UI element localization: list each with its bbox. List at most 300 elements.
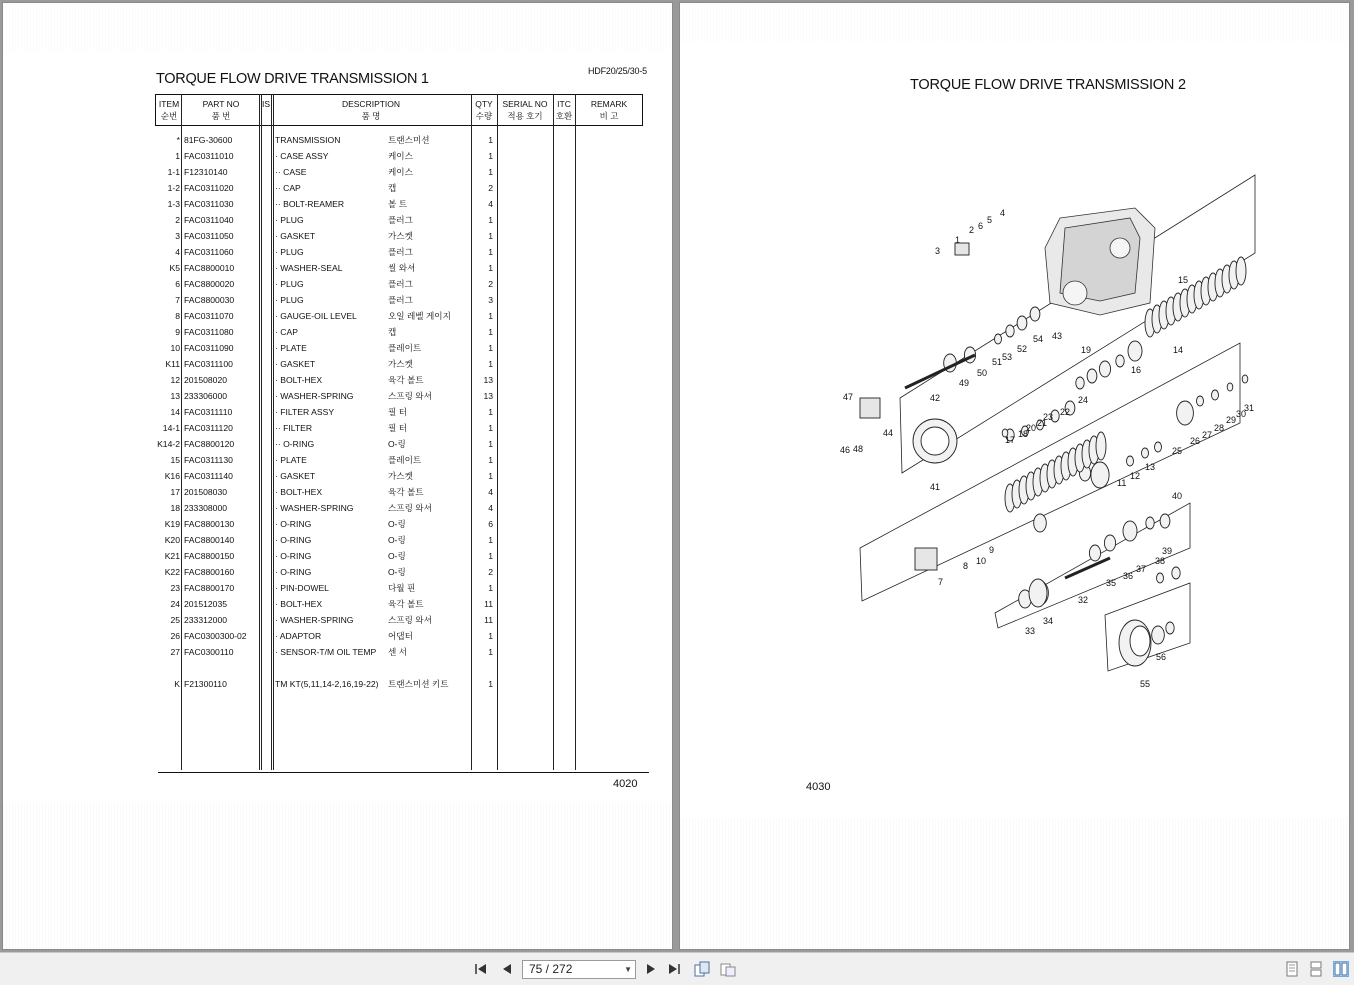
korean-name-cell: O-링 [388,439,406,449]
part-ring [1116,355,1124,367]
part-ring [1091,462,1109,488]
table-row [155,180,644,196]
part-no-cell: FAC8800020 [184,279,235,289]
description-cell: · BOLT-HEX [275,599,323,609]
part-ring [1087,369,1097,383]
table-row [155,580,644,596]
item-cell: K16 [164,471,180,481]
description-cell: · WASHER-SEAL [275,263,343,273]
item-cell: 17 [170,487,180,497]
description-cell: · ADAPTOR [275,631,322,641]
description-cell: TRANSMISSION [275,135,341,145]
qty-cell: 3 [488,295,493,305]
part-no-cell: FAC0311120 [184,423,233,433]
item-cell: 14 [170,407,180,417]
qty-cell: 1 [488,343,493,353]
table-row [155,356,644,372]
callout-47: 47 [843,392,854,402]
qty-cell: 13 [483,375,493,385]
item-cell: 10 [170,343,180,353]
korean-name-cell: 육각 볼트 [388,487,424,497]
callout-11: 11 [1117,478,1127,488]
korean-name-cell: 플러그 [388,279,413,289]
viewer-toolbar [0,952,1354,985]
part-no-cell: FAC8800030 [184,295,235,305]
description-cell: · O-RING [275,535,312,545]
description-cell: · GASKET [275,231,316,241]
item-cell: 8 [175,311,180,321]
callout-1: 1 [955,235,961,245]
callout-55: 55 [1140,679,1151,689]
adaptor-housing [915,548,937,570]
part-ring [1152,626,1165,644]
description-cell: ·· CASE [275,167,307,177]
callout-52: 52 [1017,344,1028,354]
callout-16: 16 [1131,365,1142,375]
part-no-cell: FAC0311020 [184,183,234,193]
korean-name-cell: 육각 볼트 [388,375,424,385]
description-cell: · BOLT-HEX [275,375,323,385]
callout-22: 22 [1060,407,1071,417]
callout-41: 41 [930,482,941,492]
part-no-cell: FAC0311080 [184,327,234,337]
korean-name-cell: 캡 [388,183,397,193]
qty-cell: 1 [488,631,493,641]
table-row [155,436,644,452]
korean-name-cell: 플레이트 [388,455,422,465]
page-number-input[interactable] [522,960,636,979]
qty-cell: 1 [488,439,493,449]
korean-name-cell: 씰 와셔 [388,263,416,273]
table-row [155,276,644,292]
page-number: 4020 [613,778,638,790]
table-row [155,564,644,580]
part-ring [1242,375,1248,383]
continuous-page-icon[interactable] [1308,961,1324,977]
parts-table [155,94,644,770]
part-ring [1034,514,1047,532]
item-cell: K11 [165,359,180,369]
item-cell: 25 [170,615,180,625]
qty-cell: 11 [484,615,493,625]
qty-cell: 13 [483,391,493,401]
item-cell: 9 [175,327,180,337]
callout-53: 53 [1002,352,1013,362]
part-ring [1177,401,1194,425]
table-row [155,484,644,500]
callout-25: 25 [1172,446,1183,456]
item-cell: * [176,135,180,145]
callout-35: 35 [1106,578,1117,588]
table-row [155,244,644,260]
description-cell: · WASHER-SPRING [275,391,354,401]
callout-27: 27 [1202,430,1213,440]
part-ring [1089,545,1100,561]
callout-31: 31 [1244,403,1255,413]
page-title: TORQUE FLOW DRIVE TRANSMISSION 2 [910,77,1186,93]
callout-49: 49 [959,378,970,388]
first-page-icon[interactable] [471,959,491,979]
callout-30: 30 [1236,409,1247,419]
page-indicator-text: 75 / 272 [529,962,573,976]
scan-noise-top [3,3,672,53]
part-ring [1076,377,1084,389]
callout-23: 23 [1043,412,1054,422]
qty-cell: 1 [488,535,493,545]
table-row [155,596,644,612]
table-row [155,132,644,148]
item-cell: K5 [169,263,180,273]
callout-10: 10 [976,556,987,566]
scan-noise-bottom [3,803,672,949]
korean-name-cell: 가스켓 [388,359,413,369]
item-cell: 2 [175,215,180,225]
table-row [155,260,644,276]
item-cell: 1-3 [167,199,180,209]
table-row [155,452,644,468]
callout-14: 14 [1173,345,1184,355]
part-no-cell: FAC0311090 [184,343,234,353]
description-cell: · O-RING [275,567,312,577]
part-no-cell: 233312000 [184,615,228,625]
callout-20: 20 [1026,423,1037,433]
part-no-cell: FAC0311010 [184,151,234,161]
qty-cell: 1 [488,359,493,369]
table-row [155,628,644,644]
callout-56: 56 [1156,652,1167,662]
table-row [155,196,644,212]
callout-21: 21 [1037,418,1048,428]
part-no-cell: FAC0311100 [184,359,233,369]
callout-36: 36 [1123,571,1134,581]
qty-cell: 1 [488,263,493,273]
qty-cell: 4 [488,199,493,209]
item-cell: K19 [164,519,180,529]
part-ring [995,334,1002,344]
korean-name-cell: 육각 볼트 [388,599,424,609]
part-ring [1099,361,1110,377]
korean-name-cell: 트랜스미션 [388,135,430,145]
korean-name-cell: 플레이트 [388,343,422,353]
spur-gear [1029,579,1047,607]
callout-34: 34 [1043,616,1054,626]
qty-cell: 1 [488,679,493,689]
ring-gear-hub [921,427,949,455]
description-cell: · BOLT-HEX [275,487,323,497]
korean-name-cell: 필 터 [388,407,407,417]
callout-38: 38 [1155,556,1166,566]
callout-40: 40 [1172,491,1183,501]
item-cell: 26 [170,631,180,641]
korean-name-cell: 필 터 [388,423,407,433]
callout-26: 26 [1190,436,1201,446]
callout-15: 15 [1178,275,1189,285]
header-remark: REMARK 비 고 [590,99,628,121]
callout-39: 39 [1162,546,1173,556]
qty-cell: 2 [488,279,493,289]
transmission-case-drawing [1045,208,1155,315]
item-cell: K14-2 [157,439,180,449]
callout-48: 48 [853,444,864,454]
qty-cell: 2 [488,567,493,577]
callout-9: 9 [989,545,995,555]
part-ring [1160,514,1170,528]
callout-29: 29 [1226,415,1237,425]
description-cell: · FILTER ASSY [275,407,335,417]
model-code: HDF20/25/30-5 [588,66,647,76]
header-serial-no: SERIAL NO 적용 호기 [502,99,548,121]
korean-name-cell: O-링 [388,551,406,561]
item-cell: 13 [170,391,180,401]
korean-name-cell: 다월 핀 [388,583,416,593]
table-row [155,516,644,532]
part-ring [1212,390,1219,400]
part-no-cell: 201508020 [184,375,228,385]
part-ring [1006,325,1014,337]
clutch-disc [1236,257,1246,285]
table-row [155,148,644,164]
qty-cell: 6 [488,519,493,529]
rotate-view-icon[interactable] [692,959,712,979]
part-ring [1123,521,1137,541]
part-no-cell: FAC0311060 [184,247,234,257]
facing-pages-icon[interactable] [1333,961,1349,977]
table-row [155,164,644,180]
callout-7: 7 [938,577,944,587]
description-cell: · GAUGE-OIL LEVEL [275,311,357,321]
part-no-cell: 201508030 [184,487,228,497]
description-cell: · O-RING [275,551,312,561]
part-ring [1127,456,1134,466]
part-ring [1128,341,1142,361]
item-cell: 23 [170,583,180,593]
part-no-cell: FAC0311050 [184,231,234,241]
page-title: TORQUE FLOW DRIVE TRANSMISSION 1 [156,71,429,87]
item-cell: K [174,679,180,689]
part-no-cell: F21300110 [184,679,227,689]
next-page-icon[interactable] [641,959,661,979]
table-row [155,404,644,420]
part-no-cell: 233306000 [184,391,228,401]
callout-6: 6 [978,221,984,231]
table-row [155,500,644,516]
table-row [155,676,644,692]
part-no-cell: FAC8800170 [184,583,235,593]
callout-44: 44 [883,428,894,438]
table-row [155,420,644,436]
item-cell: 27 [170,647,180,657]
description-cell: · GASKET [275,359,316,369]
korean-name-cell: 스프링 와셔 [388,391,432,401]
item-cell: K20 [164,535,180,545]
qty-cell: 1 [488,231,493,241]
callout-43: 43 [1052,331,1063,341]
description-cell: · PIN-DOWEL [275,583,329,593]
part-no-cell: FAC8800130 [184,519,235,529]
callout-50: 50 [977,368,988,378]
table-row [155,212,644,228]
table-row [155,532,644,548]
document-page-right [680,3,1349,949]
qty-cell: 1 [488,247,493,257]
korean-name-cell: 볼 트 [388,199,407,209]
exploded-parts-diagram [680,3,1349,703]
callout-24: 24 [1078,395,1089,405]
qty-cell: 1 [488,455,493,465]
part-no-cell: FAC0300300-02 [184,631,247,641]
item-cell: 1-1 [167,167,180,177]
qty-cell: 1 [488,327,493,337]
part-no-cell: FAC0311070 [184,311,234,321]
description-cell: ·· O-RING [275,439,315,449]
korean-name-cell: O-링 [388,567,406,577]
part-ring [1155,442,1162,452]
scan-noise-bottom [680,818,1349,949]
part-ring [1146,517,1154,529]
callout-4: 4 [1000,208,1006,218]
callout-5: 5 [987,215,993,225]
description-cell: · O-RING [275,519,312,529]
qty-cell: 1 [488,151,493,161]
item-cell: 7 [175,295,180,305]
description-cell: · PLUG [275,279,304,289]
korean-name-cell: 어댑터 [388,631,413,641]
qty-cell: 1 [488,647,493,657]
part-ring [1017,316,1027,330]
description-cell: · PLATE [275,343,307,353]
callout-labels [840,208,1254,689]
part-no-cell: FAC8800120 [184,439,235,449]
qty-cell: 4 [488,487,493,497]
korean-name-cell: 케이스 [388,151,413,161]
part-ring [1030,307,1040,321]
korean-name-cell: 스프링 와셔 [388,503,432,513]
item-cell: 18 [170,503,180,513]
item-cell: 4 [175,247,180,257]
qty-cell: 1 [488,135,493,145]
korean-name-cell: O-링 [388,535,406,545]
table-row [155,228,644,244]
item-cell: 15 [170,455,180,465]
part-no-cell: F12310140 [184,167,228,177]
last-page-icon[interactable] [664,959,684,979]
part-no-cell: 81FG-30600 [184,135,233,145]
qty-cell: 1 [488,583,493,593]
qty-cell: 1 [488,311,493,321]
description-cell: · PLUG [275,247,304,257]
part-ring [1142,448,1149,458]
description-cell: · PLATE [275,455,307,465]
callout-37: 37 [1136,564,1147,574]
part-ring [1227,383,1233,391]
korean-name-cell: 케이스 [388,167,413,177]
part-ring [1104,535,1115,551]
korean-name-cell: 플러그 [388,215,413,225]
description-cell: · CASE ASSY [275,151,329,161]
table-row [155,308,644,324]
table-row [155,468,644,484]
callout-3: 3 [935,246,941,256]
callout-28: 28 [1214,423,1225,433]
document-page-left [3,3,672,949]
part-no-cell: FAC8800140 [184,535,235,545]
page-number: 4030 [806,781,831,793]
chevron-down-icon[interactable]: ▼ [624,965,632,974]
header-item: ITEM 순번 [158,99,180,121]
fit-page-icon[interactable] [718,959,738,979]
description-cell: · GASKET [275,471,316,481]
qty-cell: 1 [488,471,493,481]
callout-32: 32 [1078,595,1089,605]
header-itc: ITC 호환 [555,99,573,121]
callout-46: 46 [840,445,851,455]
item-cell: 1-2 [167,183,180,193]
korean-name-cell: 캡 [388,327,397,337]
header-qty: QTY 수량 [475,99,493,121]
single-page-icon[interactable] [1284,961,1300,977]
korean-name-cell: 플러그 [388,295,413,305]
description-cell: ·· BOLT-REAMER [275,199,345,209]
description-cell: · PLUG [275,215,304,225]
korean-name-cell: O-링 [388,519,406,529]
header-is: IS [261,99,271,109]
item-cell: 6 [175,279,180,289]
table-row [155,292,644,308]
part-no-cell: FAC0300110 [184,647,234,657]
callout-12: 12 [1130,471,1141,481]
item-cell: 1 [175,151,180,161]
korean-name-cell: 오일 레벨 게이지 [388,311,451,321]
callout-17: 17 [1005,435,1016,445]
part-no-cell: FAC8800160 [184,567,235,577]
item-cell: 14-1 [162,423,180,433]
callout-13: 13 [1145,462,1156,472]
callout-42: 42 [930,393,941,403]
prev-page-icon[interactable] [497,959,517,979]
qty-cell: 11 [484,599,493,609]
part-ring [1157,573,1164,583]
description-cell: · SENSOR-T/M OIL TEMP [275,647,377,657]
part-ring [1197,396,1204,406]
table-row [155,324,644,340]
part-no-cell: 201512035 [184,599,228,609]
part-no-cell: FAC0311140 [184,471,233,481]
part-no-cell: FAC0311040 [184,215,234,225]
qty-cell: 1 [488,551,493,561]
callout-33: 33 [1025,626,1036,636]
qty-cell: 1 [488,167,493,177]
item-cell: K21 [164,551,180,561]
part-no-cell: FAC0311130 [184,455,233,465]
table-row [155,340,644,356]
part-no-cell: FAC0311030 [184,199,234,209]
header-description: DESCRIPTION 품 명 [341,99,401,121]
description-cell: TM KT(5,11,14-2,16,19-22) [275,679,379,689]
korean-name-cell: 트랜스미션 키트 [388,679,449,689]
table-row [155,612,644,628]
korean-name-cell: 스프링 와셔 [388,615,432,625]
part-ring [1166,622,1174,634]
callout-51: 51 [992,357,1003,367]
description-cell: ·· FILTER [275,423,313,433]
table-row [155,644,644,660]
description-cell: · CAP [275,327,298,337]
part-no-cell: 233308000 [184,503,228,513]
pump-housing [860,398,880,418]
qty-cell: 1 [488,407,493,417]
callout-18: 18 [1018,429,1029,439]
table-row [155,372,644,388]
